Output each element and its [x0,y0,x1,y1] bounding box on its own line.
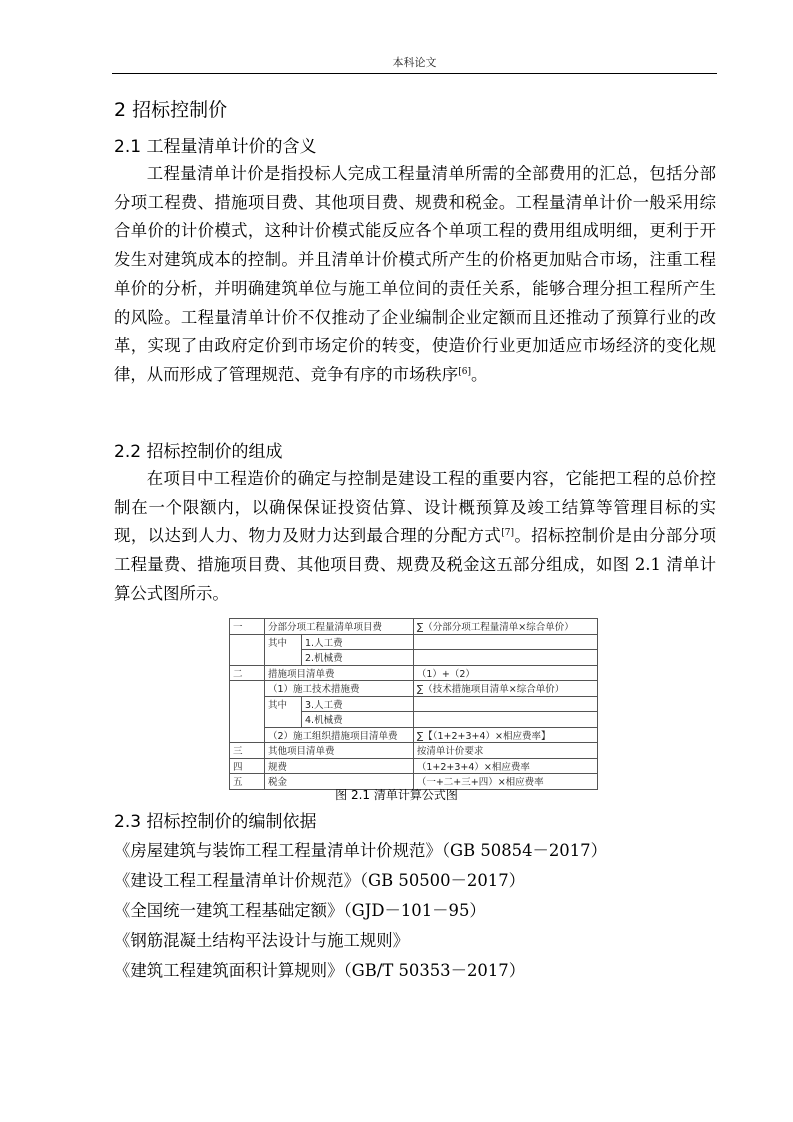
table-cell: 三 [230,743,265,759]
table-cell [413,650,597,666]
subsection-2-2-title: 2.2 招标控制价的组成 [114,442,283,462]
running-header: 本科论文 [392,56,437,69]
table-cell: 1.人工费 [302,634,414,650]
formula-table-figure [229,618,598,790]
table-cell: 其中 [265,634,302,665]
reference-item: 《建设工程工程量清单计价规范》（GB 50500－2017） [114,871,526,890]
citation: [6] [458,366,471,377]
table-row [230,681,598,697]
citation: [7] [501,528,514,539]
subsection-2-2-paragraph [114,465,716,609]
table-row [230,758,598,774]
header-rule [112,73,717,74]
reference-item: 《房屋建筑与装饰工程工程量清单计价规范》（GB 50854－2017） [114,841,607,860]
table-cell: 一 [230,619,265,635]
para-text: 工程量清单计价是指投标人完成工程量清单所需的全部费用的汇总，包括分部分项工程费、措施项目费、其他项目费、规费和税金。工程量清单计价一般采用综合单价的计价模式，这种计价模式能反应各个单项工程的费用组成明细，更利于开发生对建筑成本的控制。并且清单计价模式所产生的价格更加贴合市场，注重工程单价的分析，并明确建筑单位与施工单位间的责任关系，能够合理分担工程所产生的风险。工程量清单计价不仅推动了企业编制企业定额而且还推动了预算行业的改革，实现了由政府定价到市场定价的转变，使造价行业更加适应市场经济的变化规律，从而形成了管理规范、竞争有序的市场秩序 [114,164,716,384]
table-row [230,727,598,743]
table-cell: （1+2+3+4）×相应费率 [413,758,597,774]
reference-list [114,836,607,986]
table-cell: 其他项目清单费 [265,743,414,759]
table-cell: 五 [230,774,265,790]
para-text-cont: 。招标控制价是由分部分项工程量费、措施项目费、其他项目费、规费及税金这五部分组成，如图 2.1 清单计算公式图所示。 [114,526,717,603]
table-row [230,743,598,759]
table-cell [230,681,265,743]
table-cell: ∑（分部分项工程量清单×综合单价） [413,619,597,635]
table-cell: ∑（技术措施项目清单×综合单价） [413,681,597,697]
table-cell: 措施项目清单费 [265,665,414,681]
figure-caption: 图 2.1 清单计算公式图 [335,788,458,802]
table-cell: （1）施工技术措施费 [265,681,414,697]
table-cell: 按清单计价要求 [413,743,597,759]
formula-table [229,618,598,790]
subsection-2-3-title: 2.3 招标控制价的编制依据 [114,812,317,832]
table-cell [230,634,265,665]
table-cell [413,634,597,650]
para-end: 。 [470,364,488,384]
para-text: 在项目中工程造价的确定与控制是建设工程的重要内容，它能把工程的总价控制在一个限额内，以确保保证投资估算、设计概预算及竣工结算等管理目标的实现，以达到人力、物力及财力达到最合理的分配方式 [114,469,716,546]
table-cell: 其中 [265,696,302,727]
table-row [230,696,598,712]
reference-item: 《全国统一建筑工程基础定额》（GJD－101－95） [114,901,486,920]
table-row [230,634,598,650]
table-cell: 4.机械费 [302,712,414,728]
table-cell: 3.人工费 [302,696,414,712]
table-cell: （1）+（2） [413,665,597,681]
table-cell: （2）施工组织措施项目清单费 [265,727,414,743]
table-cell: 二 [230,665,265,681]
table-row [230,619,598,635]
section-title: 2 招标控制价 [114,99,228,121]
table-cell: 规费 [265,758,414,774]
table-cell: 四 [230,758,265,774]
table-cell: （一+二+三+四）×相应费率 [413,774,597,790]
table-cell: 2.机械费 [302,650,414,666]
subsection-2-1-paragraph [114,160,716,390]
reference-item: 《建筑工程建筑面积计算规则》（GB/T 50353－2017） [114,961,526,980]
table-cell: 分部分项工程量清单项目费 [265,619,414,635]
subsection-2-1-title: 2.1 工程量清单计价的含义 [114,137,317,157]
table-cell: ∑【（1+2+3+4）×相应费率】 [413,727,597,743]
table-cell: 税金 [265,774,414,790]
table-row [230,665,598,681]
reference-item: 《钢筋混凝土结构平法设计与施工规则》 [114,931,410,950]
table-cell [413,696,597,712]
table-cell [413,712,597,728]
